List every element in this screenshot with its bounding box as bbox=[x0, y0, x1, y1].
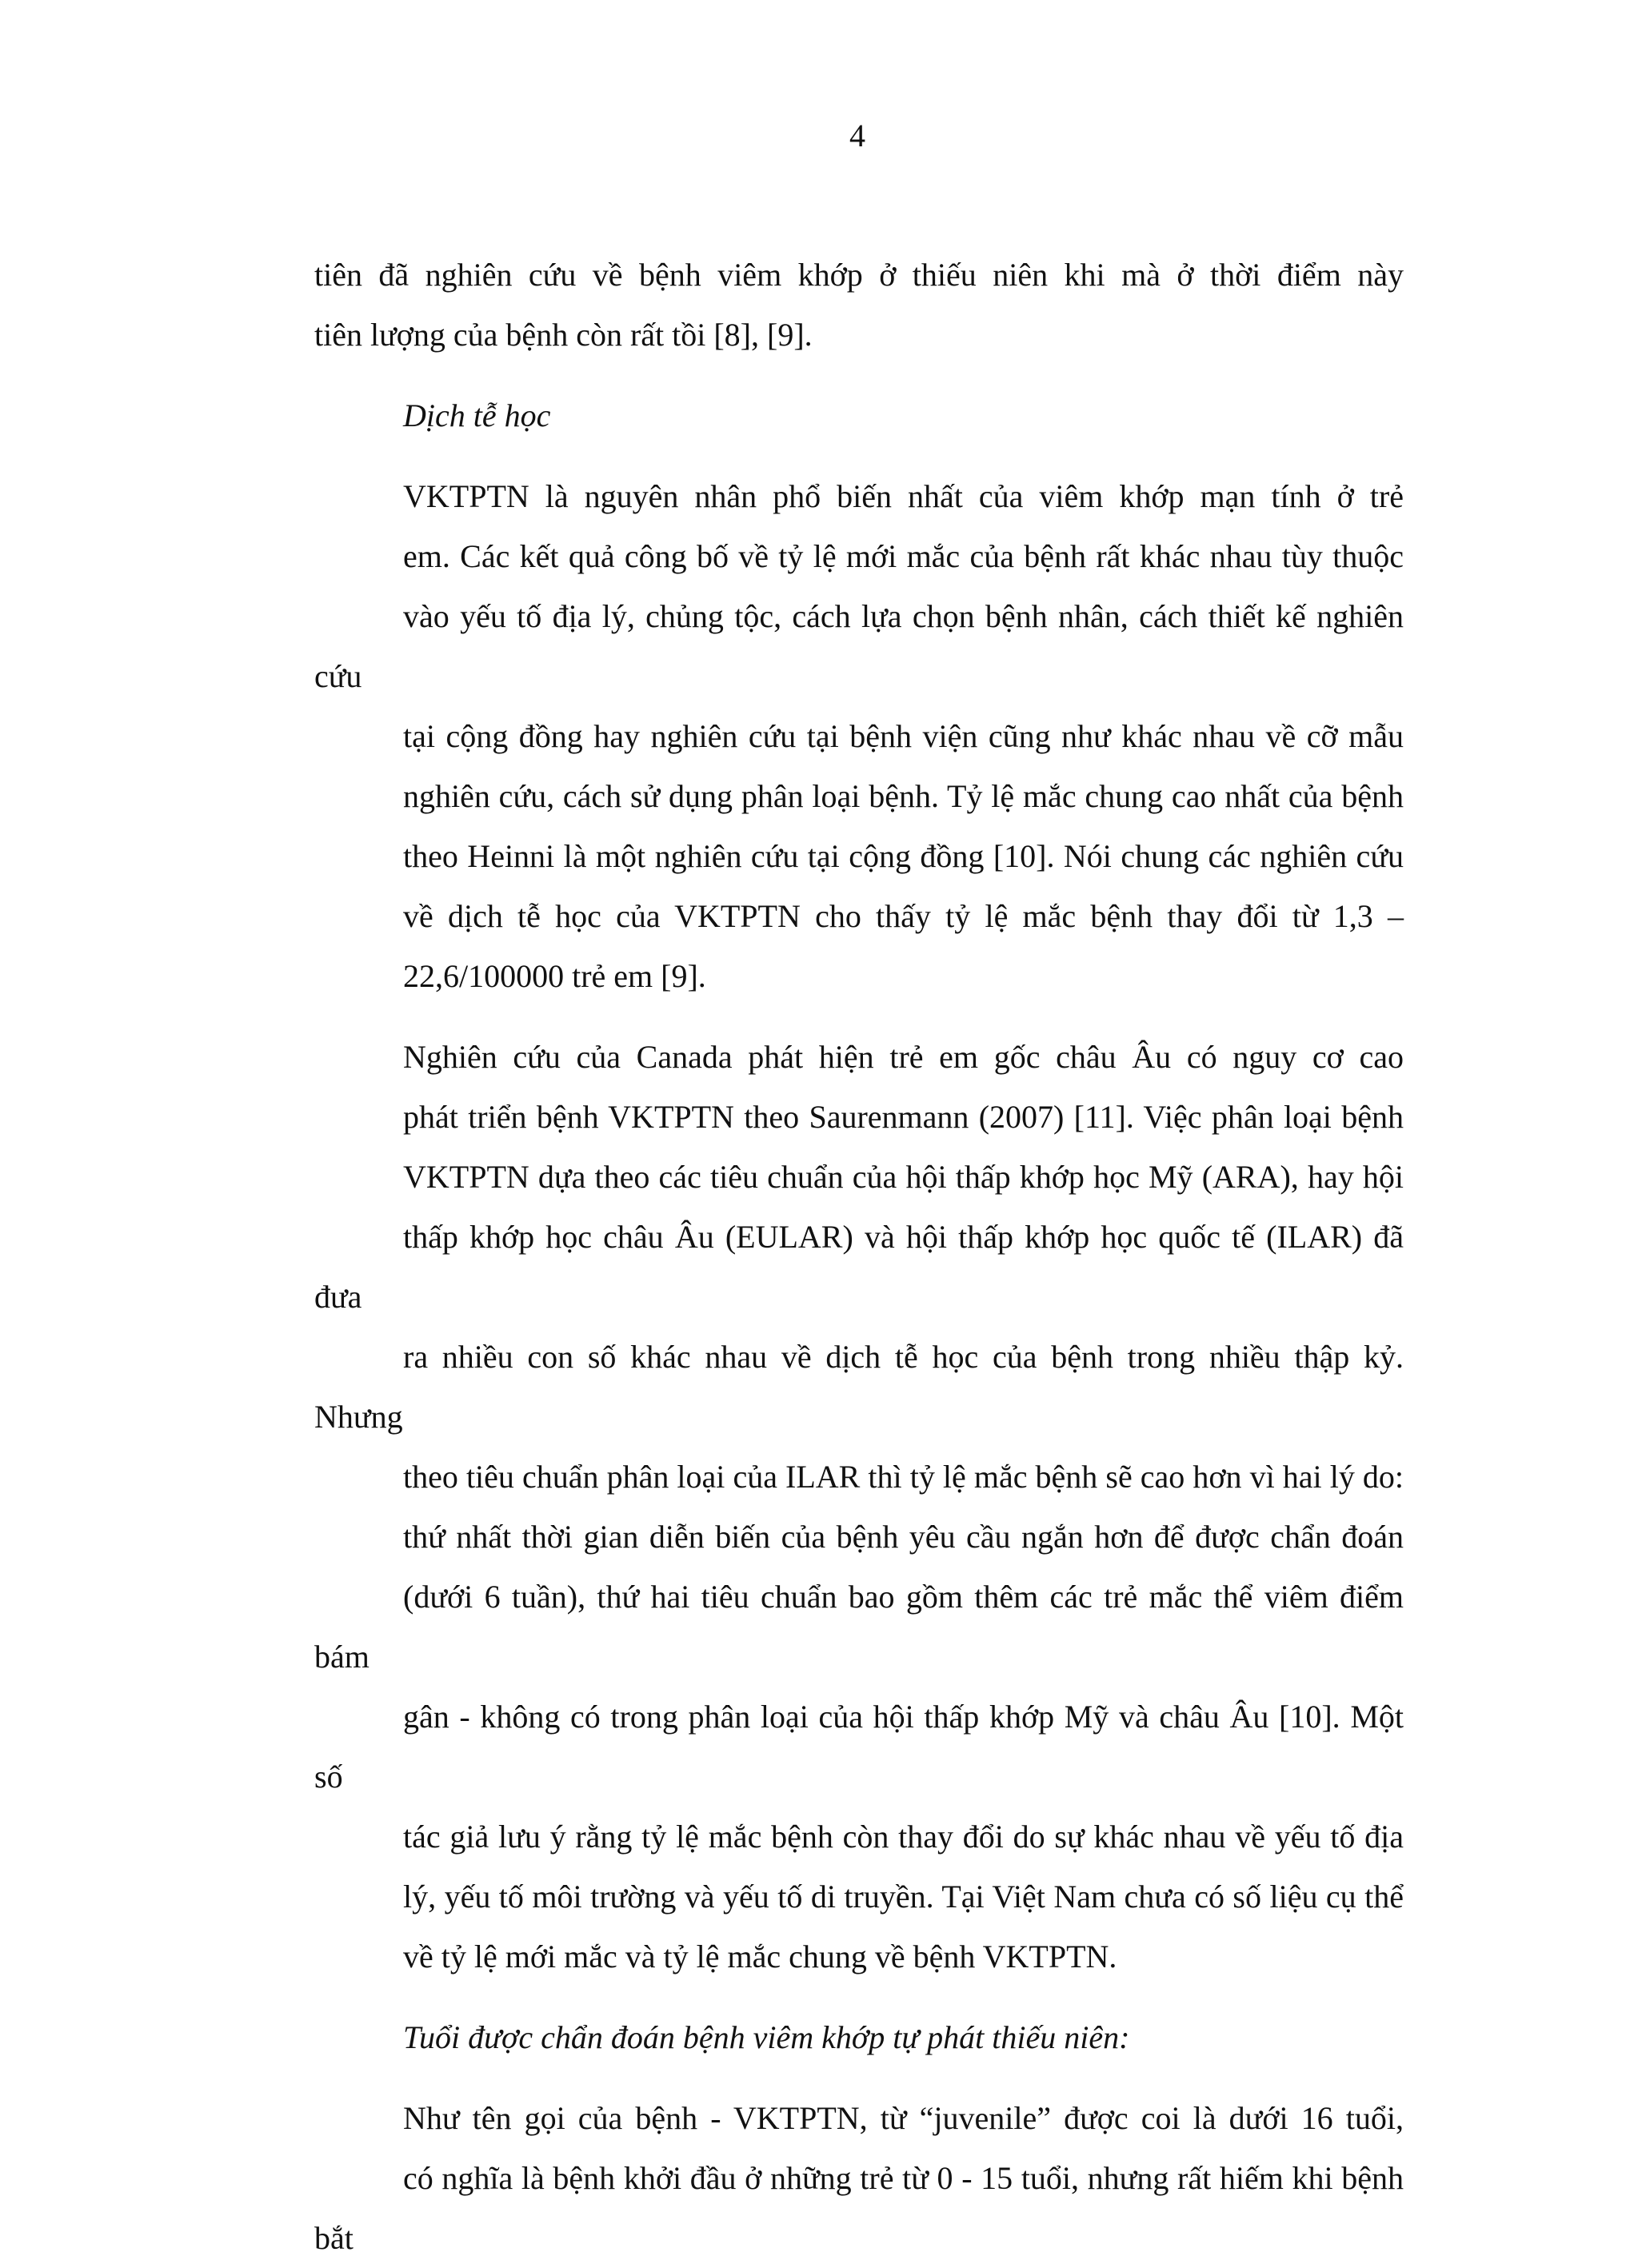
text-line: Nghiên cứu của Canada phát hiện trẻ em gốc châu Âu có nguy cơ cao bbox=[403, 1039, 1404, 1075]
text-line: về dịch tễ học của VKTPTN cho thấy tỷ lệ mắc bệnh thay đổi từ 1,3 – bbox=[403, 898, 1404, 934]
text-line: VKTPTN là nguyên nhân phổ biến nhất của viêm khớp mạn tính ở trẻ bbox=[403, 478, 1404, 514]
text-line: ra nhiều con số khác nhau về dịch tễ học của bệnh trong nhiều thập kỷ. Nhưng bbox=[314, 1339, 1404, 1435]
text-line: tiên đã nghiên cứu về bệnh viêm khớp ở thiếu niên khi mà ở thời điểm này bbox=[314, 257, 1404, 293]
text-line: gân - không có trong phân loại của hội thấp khớp Mỹ và châu Âu [10]. Một số bbox=[314, 1699, 1404, 1795]
text-line: theo Heinni là một nghiên cứu tại cộng đồng [10]. Nói chung các nghiên cứu bbox=[403, 838, 1404, 874]
text-line: thấp khớp học châu Âu (EULAR) và hội thấp khớp học quốc tế (ILAR) đã đưa bbox=[314, 1219, 1404, 1315]
text-line: VKTPTN dựa theo các tiêu chuẩn của hội thấp khớp học Mỹ (ARA), hay hội bbox=[403, 1159, 1404, 1195]
paragraph-intro-continuation bbox=[314, 245, 1404, 365]
text-line: theo tiêu chuẩn phân loại của ILAR thì tỷ lệ mắc bệnh sẽ cao hơn vì hai lý do: bbox=[403, 1459, 1404, 1495]
text-line: vào yếu tố địa lý, chủng tộc, cách lựa chọn bệnh nhân, cách thiết kế nghiên cứu bbox=[314, 598, 1404, 694]
page-body bbox=[314, 245, 1404, 2268]
text-line: lý, yếu tố môi trường và yếu tố di truyền. Tại Việt Nam chưa có số liệu cụ thể bbox=[403, 1879, 1404, 1915]
text-line: nghiên cứu, cách sử dụng phân loại bệnh. Tỷ lệ mắc chung cao nhất của bệnh bbox=[403, 778, 1404, 814]
page-number: 4 bbox=[849, 118, 865, 154]
text-line: có nghĩa là bệnh khởi đầu ở những trẻ từ 0 - 15 tuổi, nhưng rất hiếm khi bệnh bắt bbox=[314, 2160, 1404, 2256]
paragraph-epidemiology bbox=[314, 466, 1404, 1006]
text-line: thứ nhất thời gian diễn biến của bệnh yêu cầu ngắn hơn để được chẩn đoán bbox=[403, 1519, 1404, 1555]
paragraph-age-definition bbox=[314, 2088, 1404, 2268]
text-line: Như tên gọi của bệnh - VKTPTN, từ “juvenile” được coi là dưới 16 tuổi, bbox=[403, 2100, 1404, 2136]
paragraph-classification bbox=[314, 1027, 1404, 1986]
text-line: tác giả lưu ý rằng tỷ lệ mắc bệnh còn thay đổi do sự khác nhau về yếu tố địa bbox=[403, 1819, 1404, 1855]
section-heading-epidemiology: Dịch tễ học bbox=[403, 397, 551, 433]
text-line: tại cộng đồng hay nghiên cứu tại bệnh viện cũng như khác nhau về cỡ mẫu bbox=[403, 718, 1404, 754]
text-line: phát triển bệnh VKTPTN theo Saurenmann (2007) [11]. Việc phân loại bệnh bbox=[403, 1099, 1404, 1135]
text-line: 22,6/100000 trẻ em [9]. bbox=[403, 958, 706, 994]
text-line: (dưới 6 tuần), thứ hai tiêu chuẩn bao gồm thêm các trẻ mắc thể viêm điểm bám bbox=[314, 1579, 1404, 1675]
text-line: em. Các kết quả công bố về tỷ lệ mới mắc của bệnh rất khác nhau tùy thuộc bbox=[403, 538, 1404, 574]
section-heading-age-at-diagnosis: Tuổi được chẩn đoán bệnh viêm khớp tự phát thiếu niên: bbox=[403, 2019, 1130, 2055]
text-line: tiên lượng của bệnh còn rất tồi [8], [9]. bbox=[314, 317, 813, 353]
text-line: về tỷ lệ mới mắc và tỷ lệ mắc chung về bệnh VKTPTN. bbox=[403, 1939, 1117, 1975]
